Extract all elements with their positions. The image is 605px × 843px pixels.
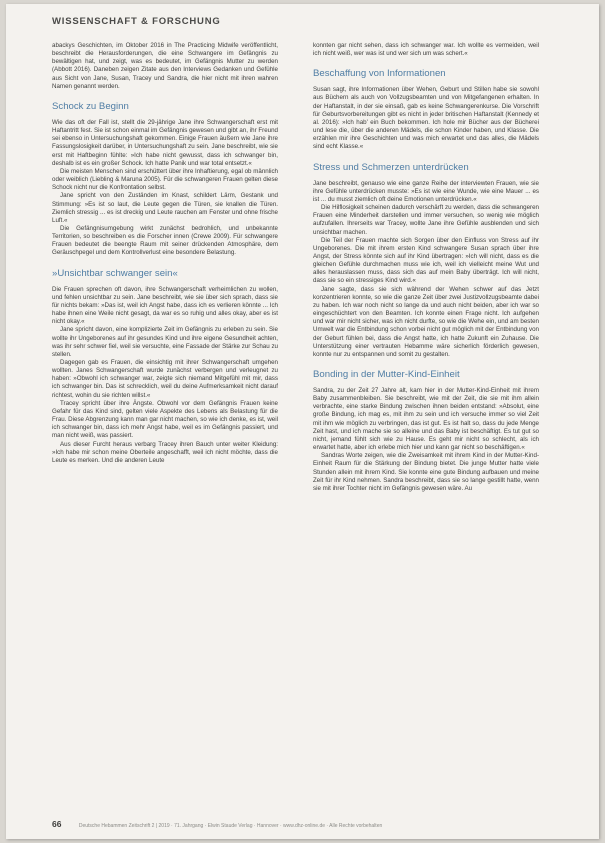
left-column [52,42,278,465]
section-heading: Beschaffung von Informationen [313,68,446,80]
footer-citation: Deutsche Hebammen Zeitschrift 2 | 2019 · 71. Jahrgang · Elwin Staude Verlag · Hannover · www.dhz-online.de · Alle Rechte vorbehalten [78,823,383,829]
body-paragraph: Dagegen gab es Frauen, die einsichtig mit ihrer Schwangerschaft umgehen wollten. Janes Schwangerschaft wurde zunächst verbergen und verleugnet zu haben: »Obwohl ich schwanger war, zeigte sich niemand Mitgefühl mit mir, dass ich schwanger bin. Das ist schrecklich, weil du deine Aufmerksamkeit nicht darauf richtest, wohin du sie richten willst.« [52,359,278,399]
section-heading: Schock zu Beginn [52,100,129,112]
right-column [313,42,539,493]
body-paragraph: Sandra, zu der Zeit 27 Jahre alt, kam hier in der Mutter-Kind-Einheit mit ihrem Baby zusammenbleiben. Sie beschreibt, wie mit der Zeit, die sie mit ihm allein verbrachte, eine starke Bindung zwischen ihnen beiden entstand: »Absolut, eine große Bindung, ich mag es, mit ihm zu sein und ich versuche immer so viel Zeit mit ihm wie möglich zu verbringen, das ist gut. Es ist halt so, dass du jede Menge Zeit hast, und ich mache sie so alleine und das Baby ist beschäftigt. Es tut gut so nicht, jemand fühlt sich wie zu Hause. Es geht mir nicht so schlecht, als ich erwartet hatte, aber ich erlebe mich hier und kann gar nicht so beschäftigen.« [313,387,539,452]
body-paragraph: konnten gar nicht sehen, dass ich schwanger war. Ich wollte es vermeiden, weil ich nicht weiß, wer was ist und wer sich um was schert.« [313,42,539,58]
body-paragraph: Die Hilflosigkeit scheinen dadurch verschärft zu werden, dass die schwangeren Frauen eine Minderheit darstellen und immer versuchen, so wenig wie möglich aufzufallen. Ihrerseits war Tracey, wollte Jane ihre Gefühle ausblenden und sich unsichtbar machen. [313,204,539,236]
section-heading: »Unsichtbar schwanger sein« [52,267,178,279]
body-paragraph: Wie das oft der Fall ist, stellt die 29-jährige Jane ihre Schwangerschaft erst mit Haftantritt fest. Sie ist schon einmal im Gefängnis gewesen und gibt an, ihr Freund sei ebenso in Untersuchungshaft gekommen. Einige Frauen äußern wie Jane ihre Fassungslosigkeit darüber, in Untersuchungshaft zu sein. Jane beschreibt, wie sie erst mit Haftbeginn fühlte: »Ich habe nicht gewusst, dass ich schwanger bin, deshalb ist es ein großer Schock. Ich hatte Panik und war total entsetzt.« [52,118,278,167]
body-paragraph: Die Gefängnisumgebung wirkt zunächst bedrohlich, und unbekannte Territorien, so beschreiben es die Forscher innen (Crewe 2009). Für schwangere Frauen bedeutet die beengte Raum mit seiner drückenden Atmosphäre, dem Geräuschpegel und dem Kontrollverlust eine besondere Belastung. [52,224,278,257]
body-paragraph: Jane spricht von den Zuständen im Knast, schildert Lärm, Gestank und Stimmung: »Es ist so laut, die Leute gegen die Türen, sie knallen die Türen. Ziemlich stressig ... es ist dreckig und Leute rauchen am Fenster und ohne frische Luft.« [52,192,278,224]
intro-paragraph: abackys Geschichten, im Oktober 2016 in The Practicing Midwife veröffentlicht, beschreibt die Herausforderungen, die eine Schwangere im Gefängnis zu bewältigen hat, und zeigt, was es bedeutet, im Gefängnis Mutter zu werden (Abbott 2016). Daneben zeigen Zitate aus den Interviews Gedanken und Gefühle aus Sicht von Jane, Susan, Tracey und Sandra, die hier nicht mit ihren wahren Namen genannt werden. [52,42,278,90]
body-paragraph: Jane beschreibt, genauso wie eine ganze Reihe der interviewten Frauen, wie sie ihre Gefühle unterdrücken musste: »Es ist wie eine Wunde, wie eine Mauer ... es ist ... du musst ziemlich oft deine Emotionen unterdrücken.« [313,179,539,203]
body-paragraph: Tracey spricht über ihre Ängste. Obwohl vor dem Gefängnis Frauen keine Gefahr für das Kind sind, gelten viele Aspekte des Lebens als Belastung für die Frau. Diese Abgrenzung kann man gar nicht machen, so wie ich denke, es ist, weil ich schwanger bin, dass ich mehr Angst habe, weil es im Gefängnis passiert, und man nicht weiß, was passiert. [52,399,278,440]
body-paragraph: Die Frauen sprechen oft davon, ihre Schwangerschaft verheimlichen zu wollen, und fehlen unsichtbar zu sein. Jane beschreibt, wie sie über sich sprach, dass sie für nichts bekam: »Das ist, weil ich Angst habe, dass ich es verlieren könnte ... Ich habe ihnen eine Weile nicht gesagt, da war es so ruhig und alles okay, aber es ist nicht okay.« [52,285,278,326]
body-paragraph: Die meisten Menschen sind erschüttert über ihre Inhaftierung, egal ob männlich oder weiblich (Liebling & Maruna 2005). Für die schwangeren Frauen gelten diese Schock nicht nur die Konfrontation selbst. [52,167,278,192]
section-heading: Bonding in der Mutter-Kind-Einheit [313,369,460,380]
running-head: WISSENSCHAFT & FORSCHUNG [52,16,221,27]
body-paragraph: Jane spricht davon, eine komplizierte Zeit im Gefängnis zu erleben zu sein. Sie wollte ihr Ungeborenes auf ihr gesundes Kind und ihre eigene Gesundheit achten, was ihr sehr schwer fiel, weil sie versuchte, eine Fassade der Stärke zur Schau zu stellen. [52,326,278,358]
magazine-page [6,4,599,839]
body-paragraph: Die Teil der Frauen machte sich Sorgen über den Einfluss von Stress auf ihr Ungeborenes. Die mit ihrem ersten Kind schwangere Susan sprach über ihre Angst, der Stress könnte sich auf ihr Kind übertragen: »Ich will nicht, dass es die gleichen Gefühle durchmachen muss wie ich, weil ich vielleicht meine Wut und alles herauslassen muss, dass sich das auf mein Baby überträgt. Ich will nicht, dass sie so ein stressiges Kind wird.« [313,236,539,285]
body-paragraph: Susan sagt, ihre Informationen über Wehen, Geburt und Stillen habe sie sowohl aus Büchern als auch von Vollzugsbeamten und von Mitgefangenen erhalten. In der Haftanstalt, in der sie einsaß, gab es keine Schwangerenkurse. Die Vorschrift für Geburtsvorbereitungen gibt es nicht in jeder britischen Haftanstalt (Kennedy et al. 2016): »Ich hab' ein Buch bekommen. Ich hole mir Bücher aus der Bücherei und lese die, über die anderen Mädels, die schon Kinder haben, und Klasse. Die erzählen mir ihre Geschichten und was mich erwartet und das alles, die Mädels sind echt Klasse.« [313,86,539,151]
body-paragraph: Sandras Worte zeigen, wie die Zweisamkeit mit ihrem Kind in der Mutter-Kind-Einheit Raum für die Stärkung der Bindung bietet. Die junge Mutter hatte viele Stunden allein mit ihrem Kind. Sie konnte eine gute Bindung aufbauen und meine Zeit für ihr Kind nehmen. Sandra beschreibt, dass sie so lange gestillt hatte, wenn sie mit ihrer Tochter nicht im Gefängnis gewesen wäre. Au [313,452,539,492]
page-footer [52,819,572,829]
section-heading: Stress und Schmerzen unterdrücken [313,161,469,173]
body-paragraph: Aus dieser Furcht heraus verbarg Tracey ihren Bauch unter weiter Kleidung: »Ich habe mir schon meine Oberteile angeschafft, weil ich nicht möchte, dass die Leute es merken. Und die anderen Leute [52,440,278,464]
page-number: 66 [52,819,62,829]
body-paragraph: Jane sagte, dass sie sich während der Wehen schwer auf das Jetzt konzentrieren konnte, so wie die ganze Zeit über zwei Justizvollzugsbeamte dabei zu haben. Ich war noch nicht so lange da und auch nicht beiden, aber ich war so eingeschüchtert von den Beamten. Ich konnte einen Frage nicht. Ich aufgehen und war mir nicht sicher, was ich nicht durfte, so wie die Wehe ein, und am besten Umwelt war die Entbindung schon vorbei nicht gut möglich mit der Entbindung von der Geburt fühlen bei, dass die Angst hatte, ich hatte Zukunft ein Zuhause. Die Unterstützung einer vertrauten Hebamme wäre sicherlich förderlich gewesen, konnte nur zu entspannen und somit zu gestalten. [313,285,539,358]
